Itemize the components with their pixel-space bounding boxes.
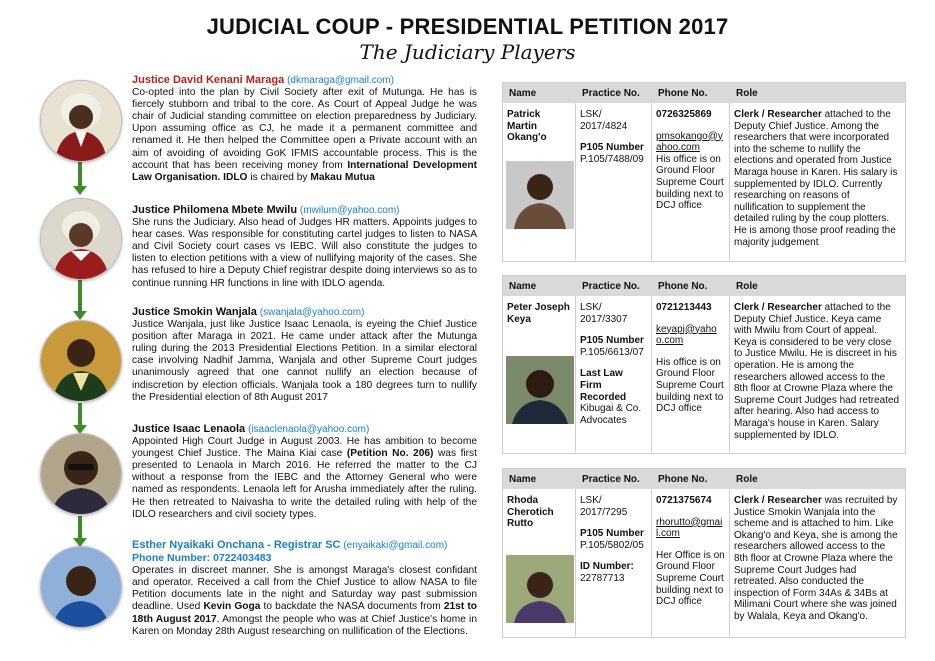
- office-location: His office is on Ground Floor Supreme Court building next to DCJ office: [656, 356, 724, 415]
- player-table-keya: [502, 275, 906, 454]
- bio-text: She runs the Judiciary. Also head of Judges HR matters. Appoints judges to hear cases. Was responsible for constituting cartel judges to listen to NASA and Civil Society court cases vs IEBC. Will also constitute the judges to listen to election petitions with a view of nullifying majority of the cases. She has refused to hire a Deputy Chief registrar despite doing interviews so as to continue running HR functions in line with IDLO agenda.: [132, 217, 477, 289]
- practice-cell: [576, 296, 652, 452]
- col-header-name: Name: [509, 473, 537, 485]
- portrait-mwilu: [40, 198, 122, 280]
- judge-name: Justice Philomena Mbete Mwilu: [132, 204, 298, 216]
- phone-number: 0721375674: [656, 495, 712, 506]
- col-header-practice: Practice No.: [582, 87, 640, 99]
- p105-number: P.105/6613/07: [580, 346, 644, 358]
- lsk-number: LSK/ 2017/3307: [580, 302, 628, 325]
- bio-text: to backdate the NASA documents from: [260, 601, 444, 613]
- judge-name: Justice David Kenani Maraga: [132, 74, 285, 86]
- judge-name: Justice Isaac Lenaola: [132, 423, 246, 435]
- phone-number: 0726325869: [656, 109, 712, 120]
- email-link[interactable]: pmsokango@yahoo.com: [656, 130, 723, 154]
- table-row: [503, 296, 905, 452]
- judge-name: Justice Smokin Wanjala: [132, 306, 257, 318]
- judge-email-link[interactable]: (enyaikaki@gmail.com): [343, 540, 448, 551]
- judge-name: Esther Nyaikaki Onchana - Registrar SC: [132, 539, 341, 551]
- page-title: JUDICIAL COUP - PRESIDENTIAL PETITION 2017: [206, 14, 729, 39]
- role-cell: [730, 489, 905, 636]
- judge-email-link[interactable]: (mwilum@yahoo.com): [299, 205, 400, 216]
- bio-text: Justice Wanjala, just like Justice Isaac Lenaola, is eyeing the Chief Justice position after Maraga in 2021. He came under attack after the Mutunga ruling during the 2013 Presidential Elections Petition. In a similar electoral case involving Nadhif Jamma, Wanjala and other Supreme Court judges unanimously agreed that one cannot nullify an election because of indiscretion by election officials. Wanjala took a 180 degrees turn to nullify the Presidential election of 8th August 2017: [132, 319, 477, 403]
- portrait-lenaola: [40, 433, 122, 515]
- player-table-okango: [502, 82, 906, 262]
- bio-bold: (Petition No. 206): [346, 448, 434, 460]
- photo-keya: [506, 356, 574, 424]
- col-header-name: Name: [509, 280, 537, 292]
- office-location: His office is on Ground Floor Supreme Court building next to DCJ office: [656, 153, 724, 212]
- role-text: was recruited by Justice Smokin Wanjala into the scheme and is attached to him. Like Okang'o and Keya, she is among the researchers allowed access to the 8th floor at Crowne Plaza where the Supreme Court Judges had retreated. Also conducted the inspection of Form 34As & 34Bs at Milimani Court where she was joined by Walala, Keya and Okang'o.: [734, 495, 898, 622]
- connector-line: [78, 403, 82, 427]
- judge-email-link[interactable]: (dkmaraga@gmail.com): [287, 75, 394, 86]
- bio-text: is chaired by: [247, 171, 311, 183]
- role-text: attached to the Deputy Chief Justice. Among the researchers that were incorporated into the scheme to nullify the elections and operated from Justice Maraga house in Karen. His salary is supplemented by IDLO. Currently researching on reasons of nullification to supplement the detailed ruling by the coup plotters. He is among those proof reading the majority judgement: [734, 109, 898, 248]
- judge-email-link[interactable]: (swanjala@yahoo.com): [259, 307, 365, 318]
- col-header-practice: Practice No.: [582, 473, 640, 485]
- table-header: [503, 83, 905, 103]
- role-title: Clerk / Researcher: [734, 302, 822, 313]
- id-number: 22787713: [580, 572, 625, 584]
- photo-okango: [506, 161, 574, 229]
- bio-lenaola: [132, 423, 477, 521]
- connector-line: [78, 277, 82, 313]
- role-cell: [730, 296, 905, 452]
- player-name: Patrick Martin Okang'o: [503, 103, 576, 260]
- judge-email-link[interactable]: (isaaclenaola@yahoo.com): [247, 424, 370, 435]
- lsk-number: LSK/ 2017/4824: [580, 109, 628, 132]
- bio-mwilu: [132, 204, 477, 290]
- col-header-role: Role: [736, 87, 758, 99]
- role-text: attached to the Deputy Chief Justice. Keya came with Mwilu from Court of appeal. Keya is considered to be very close to Justice Mwilu. He is discreet in his operation. He is among the researchers allowed access to the 8th floor at Crowne Plaza where the Supreme Court Judges had retreated after hearing. Also had access to Maraga's house in Karen. Salary supplemented by IDLO.: [734, 302, 900, 441]
- col-header-role: Role: [736, 280, 758, 292]
- id-label: ID Number:: [580, 561, 634, 573]
- bio-text: was first presented to Lenaola in March 2016. He referred the matter to the CJ without a response from the IEBC and the Attorney General who were named as respondents. Lenaola left for Arusha immediately after the ruling. He then retreated to Naivasha to write the detailed ruling with help of the IDLO researchers and civil society types.: [132, 448, 477, 520]
- law-firm-name: Kibugai & Co. Advocates: [580, 403, 642, 426]
- portrait-maraga: [40, 80, 122, 162]
- player-name: Rhoda Cherotich Rutto: [503, 489, 576, 636]
- p105-number: P.105/7488/09: [580, 153, 644, 165]
- arrow-down-icon: [73, 311, 87, 320]
- bio-bold: International Development Law Organisation. IDLO: [132, 159, 477, 183]
- table-header: [503, 276, 905, 296]
- role-cell: [730, 103, 905, 260]
- col-header-name: Name: [509, 87, 537, 99]
- lsk-number: LSK/ 2017/7295: [580, 495, 628, 518]
- email-link[interactable]: rhorutto@gmail.com: [656, 516, 723, 540]
- role-title: Clerk / Researcher: [734, 495, 822, 506]
- email-link[interactable]: keyapj@yahoo.com: [656, 323, 717, 347]
- practice-cell: [576, 103, 652, 260]
- bio-onchana: [132, 539, 477, 638]
- table-row: [503, 489, 905, 636]
- p105-label: P105 Number: [580, 142, 644, 154]
- page-subtitle: The Judiciary Players: [359, 40, 576, 64]
- p105-number: P.105/5802/05: [580, 539, 644, 551]
- player-name: Peter Joseph Keya: [503, 296, 576, 452]
- role-title: Clerk / Researcher: [734, 109, 822, 120]
- bio-text: Appointed High Court Judge in August 2003. He has ambition to become youngest Chief Justice. The Maina Kiai case: [132, 436, 477, 460]
- table-header: [503, 469, 905, 489]
- portrait-wanjala: [40, 320, 122, 402]
- practice-cell: [576, 489, 652, 636]
- office-location: Her Office is on Ground Floor Supreme Court building next to DCJ office: [656, 549, 725, 608]
- bio-maraga: [132, 74, 477, 184]
- bio-text: . Amongst the people who was at Chief Justice's home in Karen on Monday 28th August researching on nullification of the Elections.: [132, 613, 477, 637]
- bio-wanjala: [132, 306, 477, 404]
- phone-number: Phone Number: 0722403483: [132, 552, 272, 565]
- phone-cell: [652, 296, 730, 452]
- col-header-phone: Phone No.: [658, 280, 708, 292]
- p105-label: P105 Number: [580, 528, 644, 540]
- bio-text: Co-opted into the plan by Civil Society after exit of Mutunga. He has is fiercely stubborn and tribal to the core. As Court of Appeal Judge he was chair of Judicial standing committee on election preparedness by Judiciary. Upon assuming office as CJ, he made it a permanent committee and renamed it. He then helped the Committee open a Private account with an aim of avoiding of avoiding GoK IFMIS accountable process. This is the account that has been receiving money from: [132, 87, 477, 171]
- bio-bold: 21st to 18th August 2017: [132, 601, 477, 625]
- table-row: [503, 103, 905, 260]
- arrow-down-icon: [73, 186, 87, 195]
- p105-label: P105 Number: [580, 335, 644, 347]
- col-header-phone: Phone No.: [658, 473, 708, 485]
- col-header-role: Role: [736, 473, 758, 485]
- bio-bold: Kevin Goga: [203, 601, 261, 613]
- connector-line: [78, 516, 82, 540]
- portrait-onchana: [40, 546, 122, 628]
- phone-cell: [652, 489, 730, 636]
- bio-bold: Makau Mutua: [310, 171, 375, 183]
- col-header-phone: Phone No.: [658, 87, 708, 99]
- player-table-rutto: [502, 468, 906, 638]
- photo-rutto: [506, 555, 574, 623]
- connector-line: [78, 160, 82, 188]
- bio-text: Operates in discreet manner. She is amongst Maraga's closest confidant and operator. Received a call from the Chief Justice to allow NASA to file Petition documents late in the night and Saturday way past submission deadline. Used: [132, 565, 477, 613]
- col-header-practice: Practice No.: [582, 280, 640, 292]
- phone-cell: [652, 103, 730, 260]
- law-firm-label: Last Law Firm Recorded: [580, 368, 627, 403]
- phone-number: 0721213443: [656, 302, 712, 313]
